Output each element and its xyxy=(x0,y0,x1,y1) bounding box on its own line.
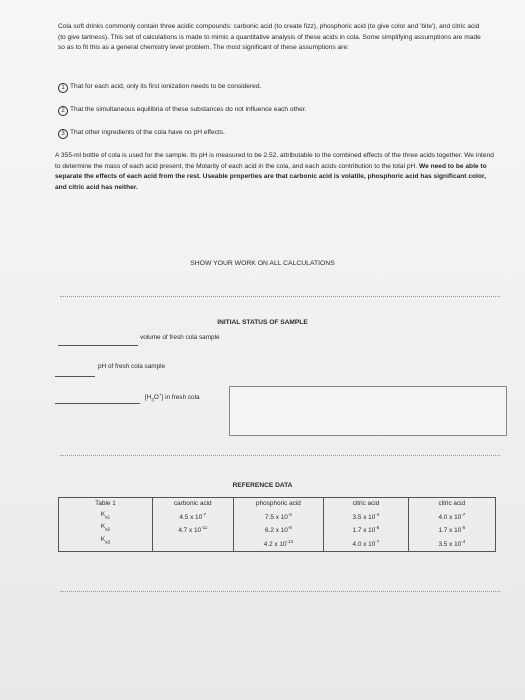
intro-paragraph: Cola soft drinks commonly contain three acidic compounds: carbonic acid (to create fizz), phosphoric acid (to give color and 'bite'), and citric acid (to give tartness). This set of calculations is made to mimic a quantitative analysis of these acids in cola. Some simplifying assumptions are made so as to fit this as a general chemistry level problem. The most significant of these assumptions are: xyxy=(58,23,481,52)
table-cell: 7.5 x $10^{-3}$ xyxy=(265,511,292,521)
divider-1 xyxy=(60,296,500,297)
citric-column-1 xyxy=(324,498,409,552)
ph-blank[interactable] xyxy=(55,376,95,377)
sample-paragraph-bold: We need to be able to separate the effects of each acid from the rest. Useable properties are that carbonic acid is volatile, phosphoric acid has significant color, and citric acid has neither. xyxy=(55,162,487,191)
column-header: carbonic acid xyxy=(173,500,212,507)
table-row xyxy=(59,498,496,552)
table-label: Table 1 xyxy=(95,500,116,507)
ka2-label: $K_{a2}$ xyxy=(100,523,111,532)
number-circle-1: 1 xyxy=(58,83,68,93)
table-cell: 3.5 x $10^{-4}$ xyxy=(438,538,466,548)
table-cell: 4.0 x $10^{-7}$ xyxy=(352,538,380,548)
divider-3 xyxy=(60,591,500,592)
h3o-blank[interactable] xyxy=(55,403,140,404)
volume-blank[interactable] xyxy=(58,345,138,346)
phosphoric-column xyxy=(233,498,324,552)
h3o-label: $[H_3O^+]$ in fresh cola xyxy=(145,392,200,403)
assumption-2 xyxy=(58,105,306,116)
answer-box[interactable] xyxy=(229,386,507,436)
citric-column-2 xyxy=(408,498,495,552)
table-cell: 3.5 x $10^{-4}$ xyxy=(352,511,380,521)
assumption-1-text: That for each acid, only its first ionization needs to be considered. xyxy=(70,83,262,90)
assumption-1 xyxy=(58,82,261,93)
assumption-3-text: That other ingredients of the cola have no pH effects. xyxy=(70,129,225,136)
assumption-3 xyxy=(58,128,225,139)
table-cell: 4.2 x $10^{-13}$ xyxy=(263,538,294,548)
table-label-cell xyxy=(59,498,153,552)
table-cell: 1.7 x $10^{-5}$ xyxy=(438,525,466,535)
reference-table xyxy=(58,497,496,552)
number-circle-3: 3 xyxy=(58,129,68,139)
column-header: citric acid xyxy=(438,500,466,507)
table-cell: 1.7 x $10^{-5}$ xyxy=(352,525,380,535)
column-header: phosphoric acid xyxy=(256,500,301,507)
divider-2 xyxy=(60,455,500,456)
carbonic-column xyxy=(152,498,233,552)
sample-paragraph-text: A 355-ml bottle of cola is used for the sample. Its pH is measured to be 2.52, attributable to the combined effects of the three acids together. We intend to determine the mass of each acid present, the Molarity of each acid in the cola, and each acids contribution to the total pH. xyxy=(55,152,494,170)
ph-label: pH of fresh cola sample xyxy=(98,363,166,370)
sample-paragraph xyxy=(55,151,495,193)
table-cell: 4.5 x $10^{-7}$ xyxy=(179,511,207,521)
ka3-label: $K_{a3}$ xyxy=(100,536,111,545)
initial-status-heading: INITIAL STATUS OF SAMPLE xyxy=(217,319,308,326)
show-work-heading: SHOW YOUR WORK ON ALL CALCULATIONS xyxy=(190,260,335,267)
column-header: citric acid xyxy=(352,500,380,507)
table-cell: 6.2 x $10^{-8}$ xyxy=(265,525,292,535)
volume-label: volume of fresh cola sample xyxy=(140,334,220,341)
number-circle-2: 2 xyxy=(58,106,68,116)
reference-heading: REFERENCE DATA xyxy=(232,482,293,489)
ka1-label: $K_{a1}$ xyxy=(100,510,111,519)
table-cell: 4.7 x $10^{-11}$ xyxy=(178,525,208,535)
assumption-2-text: That the simultaneous equilibria of these substances do not influence each other. xyxy=(70,106,307,113)
table-cell: 4.0 x $10^{-7}$ xyxy=(438,511,466,521)
